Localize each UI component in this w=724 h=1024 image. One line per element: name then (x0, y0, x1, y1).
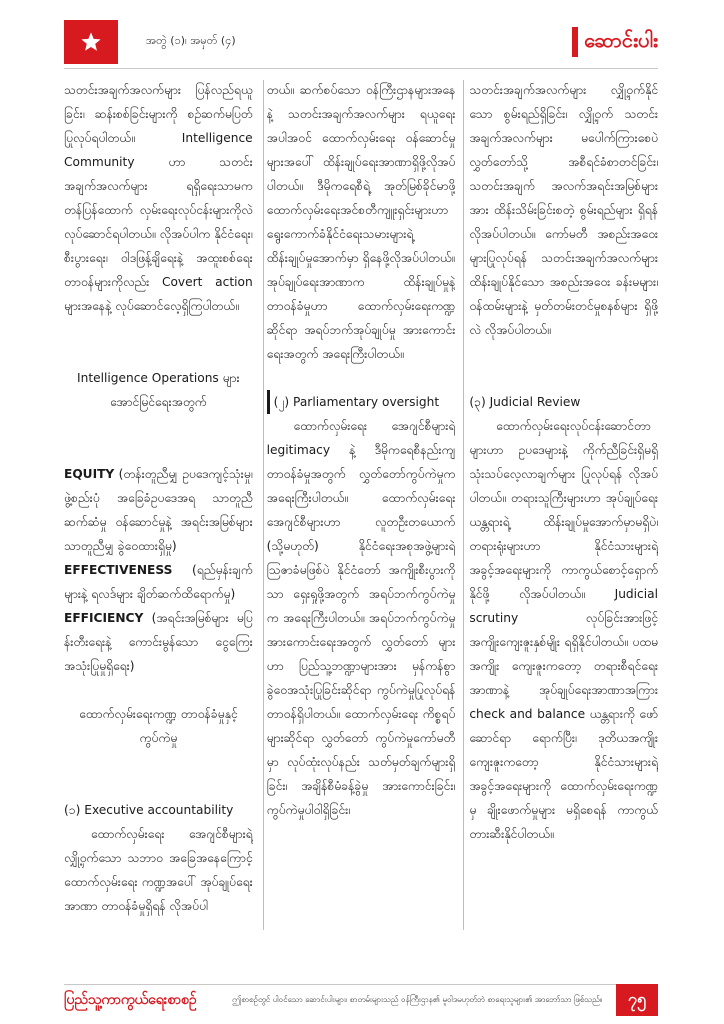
paragraph: ထောက်လှမ်းရေး အေဂျင်စီများရဲ့ legitimacy နဲ့ ဒီမိုကရေစီနည်းကျ တာဝန်ခံမှုအတွက် လွှတ်တော်ကွပ်ကဲမှုက အရေးကြီးပါတယ်။ ထောက်လှမ်းရေး အေဂျင်စီများဟာ လူတဦးတယောက် (သို့မဟုတ်) နိုင်ငံရေးအစုအဖွဲ့များရဲ့ ဩဇာခံမဖြစ်ပဲ နိုင်ငံတော် အကျိုးစီးပွားကိုသာ ရှေးရှုဖို့အတွက် အရပ်ဘက်ကွပ်ကဲမှုက အရေးကြီးပါတယ်။ အရပ်ဘက်ကွပ်ကဲမှု အားကောင်းရေးအတွက် လွှတ်တော် များဟာ ပြည်သူ့ဘဏ္ဍာများအား မှန်ကန်စွာ ခွဲဝေအသုံးပြုခြင်းဆိုင်ရာ ကွပ်ကဲမှုပြုလုပ်ရန် တာဝန်ရှိပါတယ်။ ထောက်လှမ်းရေး ကိစ္စရပ်များဆိုင်ရာ လွှတ်တော် ကွပ်ကဲမှုကော်မတီမှာ လုပ်ထုံးလုပ်နည်း သတ်မှတ်ချက်များရှိခြင်း၊ အချိန်စီမံခန့်ခွဲမှု အားကောင်းခြင်း၊ ကွပ်ကဲမှုပါဝါရှိခြင်း၊ (266, 419, 456, 817)
footer-divider (64, 984, 658, 985)
column-left (64, 78, 253, 936)
paragraph: ထောက်လှမ်းရေးလုပ်ငန်းဆောင်တာများဟာ ဥပဒေများနဲ့ ကိုက်ညီခြင်းရှိမရှိ သုံးသပ်လေ့လာချက်များ ပြုလုပ်ရန် လိုအပ်ပါတယ်။ တရားသူကြီးများဟာ အုပ်ချုပ်ရေးယန္တရားရဲ့ ထိန်းချုပ်မှုအောက်မှာမရှိပဲ၊ တရားရုံးများဟာ နိုင်ငံသားများရဲ့ အခွင့်အရေးများကို ကာကွယ်စောင့်ရှောက်နိုင်ဖို့ လိုအပ်ပါတယ်။ Judicial scrutiny လုပ်ခြင်းအားဖြင့် အကျိုးကျေးဇူးနှစ်မျိုး ရရှိနိုင်ပါတယ်။ ပထမအကျိုး ကျေးဇူးကတော့ တရားစီရင်ရေးအာဏာနဲ့ အုပ်ချုပ်ရေးအာဏာအကြား check and balance ယန္တရားကို ဖော်ဆောင်ရာ ရောက်ပြီး၊ ဒုတိယအကျိုး ကျေးဇူးကတော့ နိုင်ငံသားများရဲ့ အခွင့်အရေးများကို ထောက်လှမ်းရေးကဏ္ဍမှ ချိုးဖောက်မှုများ မရှိစေရန် ကာကွယ်တားဆီးနိုင်ပါတယ်။ (469, 419, 659, 841)
star-flag-icon (64, 20, 118, 64)
term: EFFICIENCY (64, 611, 144, 625)
definition-text: (အရင်းအမြစ်များ မပြန်းတီးရေးနဲ့ ကောင်းမွန်သော ငွေကြေးအသုံးပြုမှုရှိရေး) (64, 611, 253, 673)
section-heading: ထောက်လှမ်းရေးကဏ္ဍ တာဝန်ခံမှုနှင့် ကွပ်ကဲမှု (79, 707, 238, 745)
spacer (469, 366, 658, 390)
brand-label: ဆောင်းပါး (584, 28, 658, 52)
section-heading: Intelligence Operations များ အောင်မြင်ရေးအတွက် (77, 371, 240, 409)
spacer (64, 438, 253, 462)
header-divider (64, 68, 658, 69)
page-number: ၇၅ (616, 984, 658, 1016)
subsection-heading: (၃) Judicial Review (469, 395, 581, 409)
definition-effectiveness (64, 558, 253, 606)
spacer (64, 342, 253, 366)
definition-equity (64, 462, 253, 558)
definition-efficiency (64, 606, 253, 678)
issue-number: အတွဲ (၁)၊ အမှတ် (၄) (146, 34, 236, 47)
brand-bar (572, 27, 578, 57)
subsection-heading (267, 390, 456, 414)
heading-text: (၂) Parliamentary oversight (267, 390, 439, 414)
column-right (469, 78, 658, 936)
term: EFFECTIVENESS (64, 563, 173, 577)
spacer (64, 774, 253, 798)
paragraph: သတင်းအချက်အလက်များ လျှို့ဝှက်နိုင်သော စွမ်းရည်ရှိခြင်း၊ လျှို့ဝှက် သတင်းအချက်အလက်များ မပေါက်ကြားစေပဲ လွှတ်တော်သို့ အစီရင်ခံစာတင်ခြင်း၊ သတင်းအချက် အလက်အရင်းအမြစ်များအား ထိန်းသိမ်းခြင်းစတဲ့ စွမ်းရည်များ ရှိရန် လိုအပ်ပါတယ်။ ကော်မတီ အစည်းအဝေးများပြုလုပ်ရန် သတင်းအချက်အလက်များ ထိန်းချုပ်နိုင်သော အစည်းအဝေး ခန်းမများ၊ ဝန်ထမ်းများနဲ့ မှတ်တမ်းတင်မှုစနစ်များ ရှိဖို့လဲ လိုအပ်ပါတယ်။ (469, 83, 659, 337)
article-body (64, 78, 658, 936)
definition-text: (ရည်မှန်းချက်များနဲ့ ရလဒ်များ ချိတ်ဆက်ထိရောက်မှု) (64, 563, 253, 601)
subsection-heading: (၁) Executive accountability (64, 803, 234, 817)
section-brand (572, 27, 658, 57)
paragraph: သတင်းအချက်အလက်များ ပြန်လည်ရယူခြင်း၊ ဆန်းစစ်ခြင်းများကို စဉ်ဆက်မပြတ် ပြုလုပ်ရပါတယ်။ Intelligence Community ဟာ သတင်းအချက်အလက်များ ရရှိရေးသာမက တန်ပြန်ထောက် လှမ်းရေးလုပ်ငန်းများကိုလဲ လုပ်ဆောင်ရပါတယ်။ လိုအပ်ပါက နိုင်ငံရေး၊ စီးပွားရေး၊ ဝါဒဖြန့်ချိရေးနဲ့ အထူးစစ်ရေးတာဝန်များကိုလည်း Covert action များအနေနဲ့ လုပ်ဆောင်လေ့ရှိကြပါတယ်။ (64, 83, 253, 313)
term: EQUITY (64, 467, 115, 481)
paragraph: ထောက်လှမ်းရေး အေဂျင်စီများရဲ့ လျှို့ဝှက်သော သဘာဝ အခြေအနေကြောင့် ထောက်လှမ်းရေး ကဏ္ဍအပေါ် အုပ်ချုပ်ရေးအာဏာ တာဝန်ခံမှုရှိရန် လိုအပ်ပါ (64, 827, 253, 913)
disclaimer: ဤစာစဉ်တွင် ပါဝင်သော ဆောင်းပါးများ၊ စာတမ်းများသည် ဝန်ကြီးဌာန၏ မူဝါဒမဟုတ်ဘဲ စာရေးသူများ၏ အာဘော်သာ ဖြစ်သည်။ (232, 995, 603, 1004)
star-icon (80, 31, 102, 53)
publication-title: ပြည်သူ့ကာကွယ်ရေးစာစဉ် (64, 992, 197, 1008)
column-middle (267, 78, 456, 936)
paragraph: တယ်။ ဆက်စပ်သော ဝန်ကြီးဌာနများအနေနဲ့ သတင်းအချက်အလက်များ ရယူရေးအပါအဝင် ထောက်လှမ်းရေး ဝန်ဆောင်မှုများအပေါ် ထိန်းချုပ်ရေးအာဏာရှိဖို့လိုအပ်ပါတယ်။ ဒီမိုကရေစီရဲ့ အုတ်မြစ်ခိုင်မာဖို့ထောက်လှမ်းရေးအင်စတီကျူးရှင်းများဟာ ရွေးကောက်ခံနိုင်ငံရေးသမားများရဲ့ ထိန်းချုပ်မှုအောက်မှာ ရှိနေဖို့လိုအပ်ပါတယ်။ အုပ်ချုပ်ရေးအာဏာက ထိန်းချုပ်မှုနဲ့ တာဝန်ခံမှုဟာ ထောက်လှမ်းရေးကဏ္ဍဆိုင်ရာ အရပ်ဘက်အုပ်ချုပ်မှု အားကောင်းရေးအတွက် အရေးကြီးပါတယ်။ (266, 83, 456, 361)
definition-text: (တန်းတူညီမျှ ဥပဒေကျင့်သုံးမှု၊ ဖွဲ့စည်းပုံ အခြေခံဥပဒေအရ သာတူညီ ဆက်ဆံမှု ဝန်ဆောင်မှုနဲ့ အရင်းအမြစ်များ သာတူညီမျှ ခွဲဝေထားရှိမှု) (64, 467, 253, 553)
